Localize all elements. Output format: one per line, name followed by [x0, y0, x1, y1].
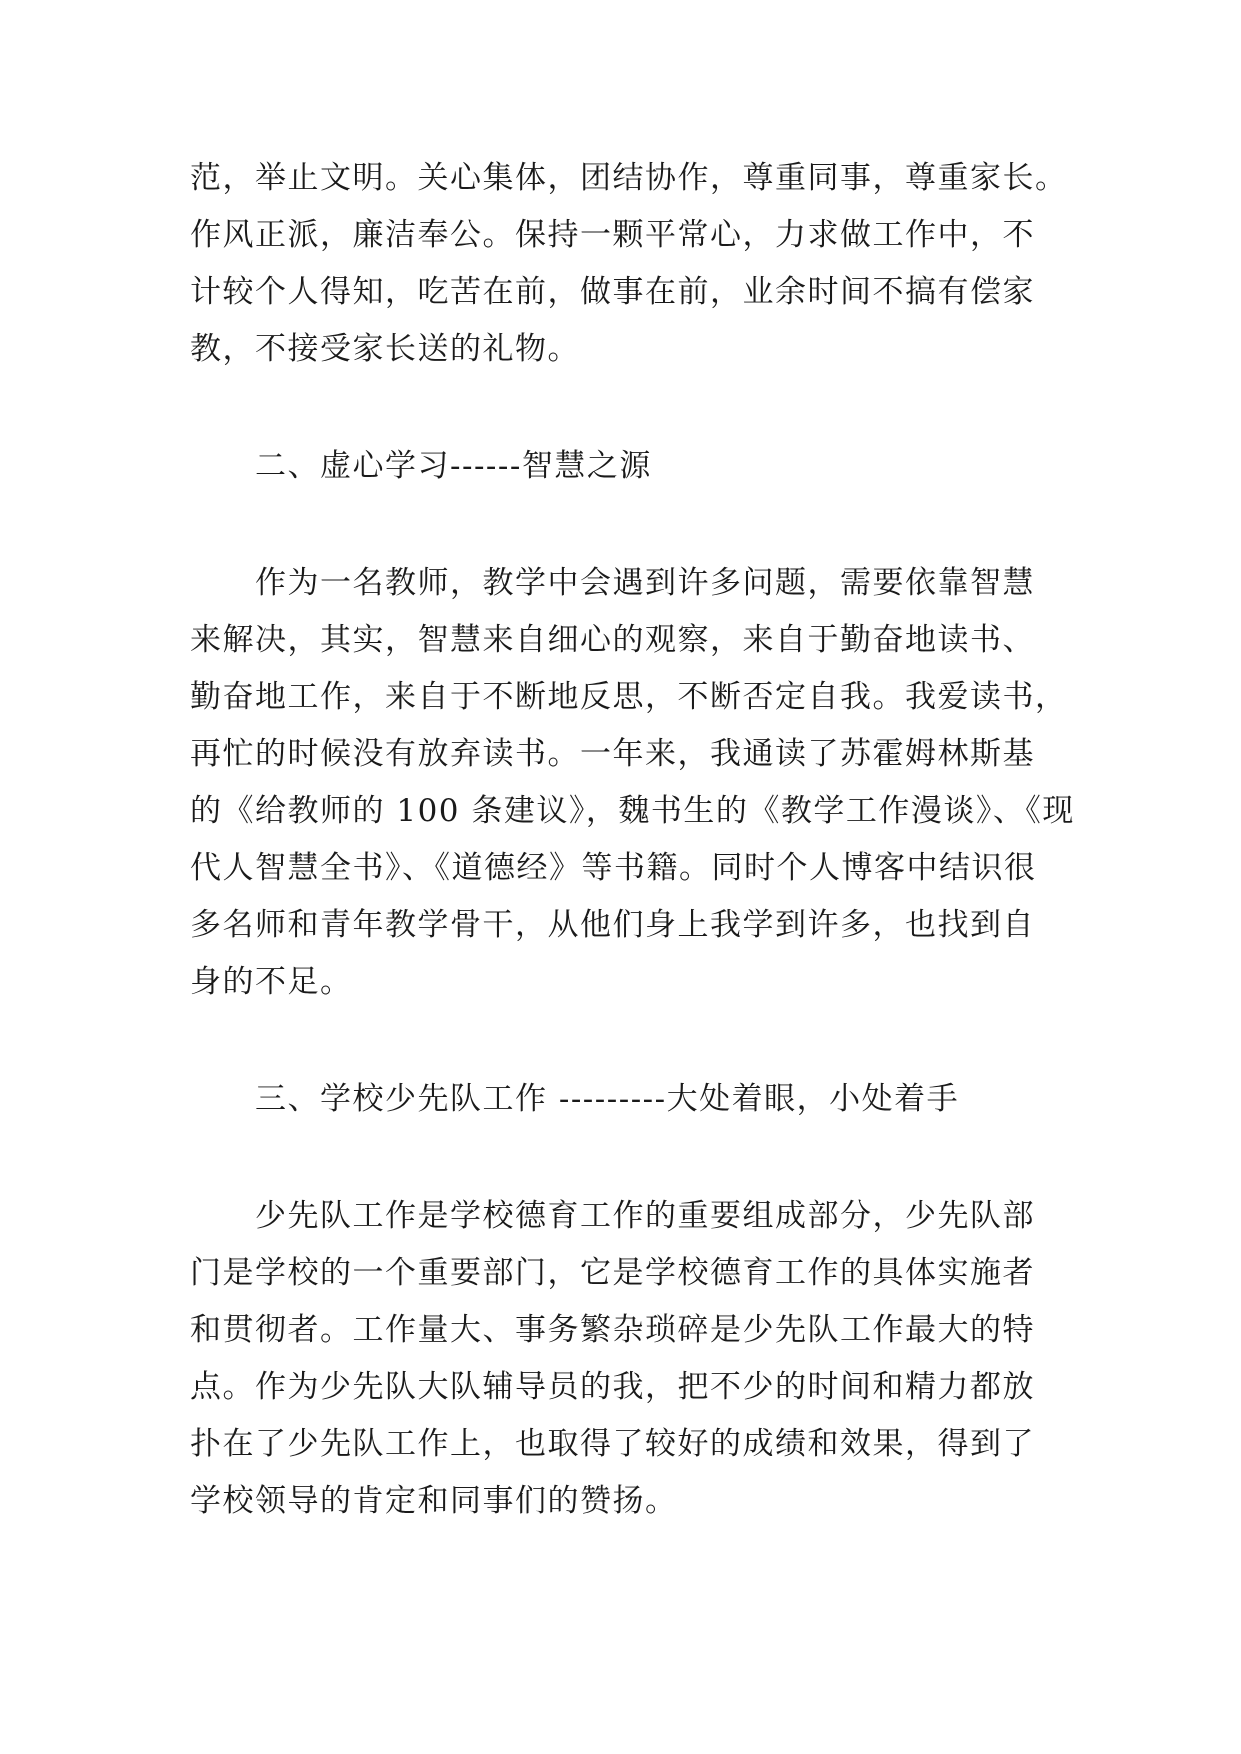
text-line: 点。作为少先队大队辅导员的我，把不少的时间和精力都放	[190, 1369, 1035, 1405]
spacer	[190, 1128, 1050, 1188]
spacer	[190, 378, 1050, 438]
text-line: 扑在了少先队工作上，也取得了较好的成绩和效果，得到了	[190, 1426, 1035, 1462]
paragraph-intro	[190, 150, 1068, 378]
text-line: 计较个人得知，吃苦在前，做事在前，业余时间不搞有偿家	[190, 274, 1035, 310]
paragraph-study	[190, 555, 1075, 1011]
paragraph-pioneers	[190, 1188, 1050, 1530]
text-line: 作为一名教师，教学中会遇到许多问题，需要依靠智慧	[190, 565, 1035, 601]
spacer	[190, 495, 1050, 555]
text-line: 门是学校的一个重要部门，它是学校德育工作的具体实施者	[190, 1255, 1035, 1291]
text-line: 的《给教师的 100 条建议》，魏书生的《教学工作漫谈》、《现	[190, 793, 1075, 829]
text-line: 多名师和青年教学骨干，从他们身上我学到许多，也找到自	[190, 907, 1035, 943]
text-line: 作风正派，廉洁奉公。保持一颗平常心，力求做工作中，不	[190, 217, 1035, 253]
text-line: 勤奋地工作，来自于不断地反思，不断否定自我。我爱读书，	[190, 679, 1068, 715]
text-line: 来解决，其实，智慧来自细心的观察，来自于勤奋地读书、	[190, 622, 1035, 658]
text-line: 少先队工作是学校德育工作的重要组成部分，少先队部	[190, 1198, 1035, 1234]
section-heading-3: 三、学校少先队工作 ---------大处着眼，小处着手	[255, 1081, 960, 1117]
spacer	[190, 1011, 1050, 1071]
text-line: 代人智慧全书》、《道德经》等书籍。同时个人博客中结识很	[190, 850, 1037, 886]
text-line: 教，不接受家长送的礼物。	[190, 331, 580, 367]
text-line: 学校领导的肯定和同事们的赞扬。	[190, 1483, 678, 1519]
text-line: 范，举止文明。关心集体，团结协作，尊重同事，尊重家长。	[190, 160, 1068, 196]
text-line: 再忙的时候没有放弃读书。一年来，我通读了苏霍姆林斯基	[190, 736, 1035, 772]
text-line: 和贯彻者。工作量大、事务繁杂琐碎是少先队工作最大的特	[190, 1312, 1035, 1348]
section-heading-2: 二、虚心学习------智慧之源	[255, 448, 652, 484]
text-line: 身的不足。	[190, 964, 353, 1000]
document-body	[190, 150, 1075, 1530]
